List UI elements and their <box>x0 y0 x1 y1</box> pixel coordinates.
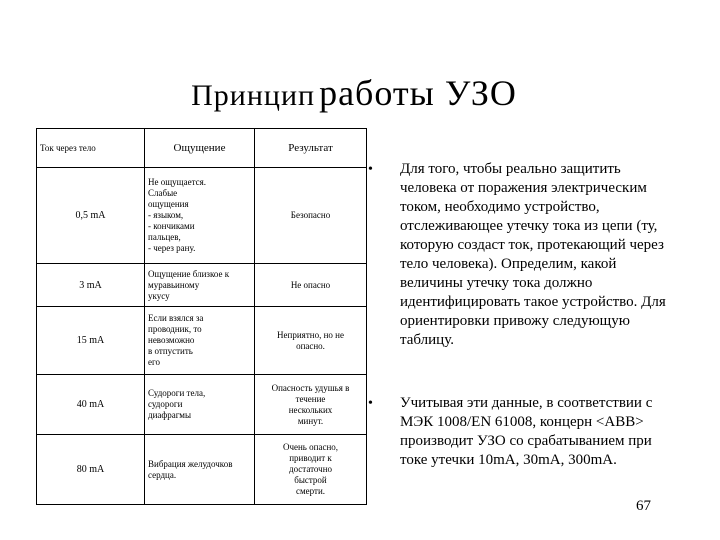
cell-sensation: Не ощущается. Слабые ощущения - языком, - кончиками пальцев, - через рану. <box>145 168 255 264</box>
bullet-item <box>368 394 668 470</box>
cell-result: Опасность удушья в течение нескольких минут. <box>255 375 367 435</box>
current-effects-table <box>36 128 367 505</box>
cell-current: 0,5 mA <box>37 168 145 264</box>
cell-sensation: Вибрация желудочков сердца. <box>145 435 255 505</box>
cell-result: Очень опасно, приводит к достаточно быстрой смерти. <box>255 435 367 505</box>
title-part2: работы УЗО <box>319 73 517 113</box>
bullet-text: Учитывая эти данные, в соответствии с МЭК 1008/EN 61008, концерн <ABB> производит УЗО со срабатыванием при токе утечки 10mA, 30mA, 300mA. <box>400 395 653 468</box>
table-row <box>37 307 367 375</box>
cell-current: 80 mA <box>37 435 145 505</box>
cell-result: Не опасно <box>255 264 367 307</box>
table-row <box>37 264 367 307</box>
bullet-item <box>368 160 668 350</box>
cell-sensation: Судороги тела, судороги диафрагмы <box>145 375 255 435</box>
table-header-row <box>37 129 367 168</box>
bullet-list <box>368 160 668 514</box>
header-result: Результат <box>255 129 367 168</box>
cell-current: 40 mA <box>37 375 145 435</box>
cell-current: 3 mA <box>37 264 145 307</box>
page-number: 67 <box>636 498 651 514</box>
bullet-dot-icon: • <box>368 396 373 411</box>
table-row <box>37 435 367 505</box>
bullet-text: Для того, чтобы реально защитить человека от поражения электрическим током, необходимо устройство, отслеживающее утечку тока из цепи (ту, которую создаст ток, протекающий через тело человека). Определим, какой величины утечку тока должно идентифицировать такое устройство. Для ориентировки привожу следующую таблицу. <box>400 161 666 348</box>
bullet-dot-icon: • <box>368 162 373 177</box>
header-current: Ток через тело <box>37 129 145 168</box>
cell-result: Неприятно, но не опасно. <box>255 307 367 375</box>
cell-result: Безопасно <box>255 168 367 264</box>
title-part1: Принцип <box>191 79 316 112</box>
table-row <box>37 168 367 264</box>
table-row <box>37 375 367 435</box>
header-sensation: Ощущение <box>145 129 255 168</box>
cell-current: 15 mA <box>37 307 145 375</box>
slide-title <box>0 72 714 114</box>
cell-sensation: Если взялся за проводник, то невозможно в отпустить его <box>145 307 255 375</box>
cell-sensation: Ощущение близкое к муравьиному укусу <box>145 264 255 307</box>
